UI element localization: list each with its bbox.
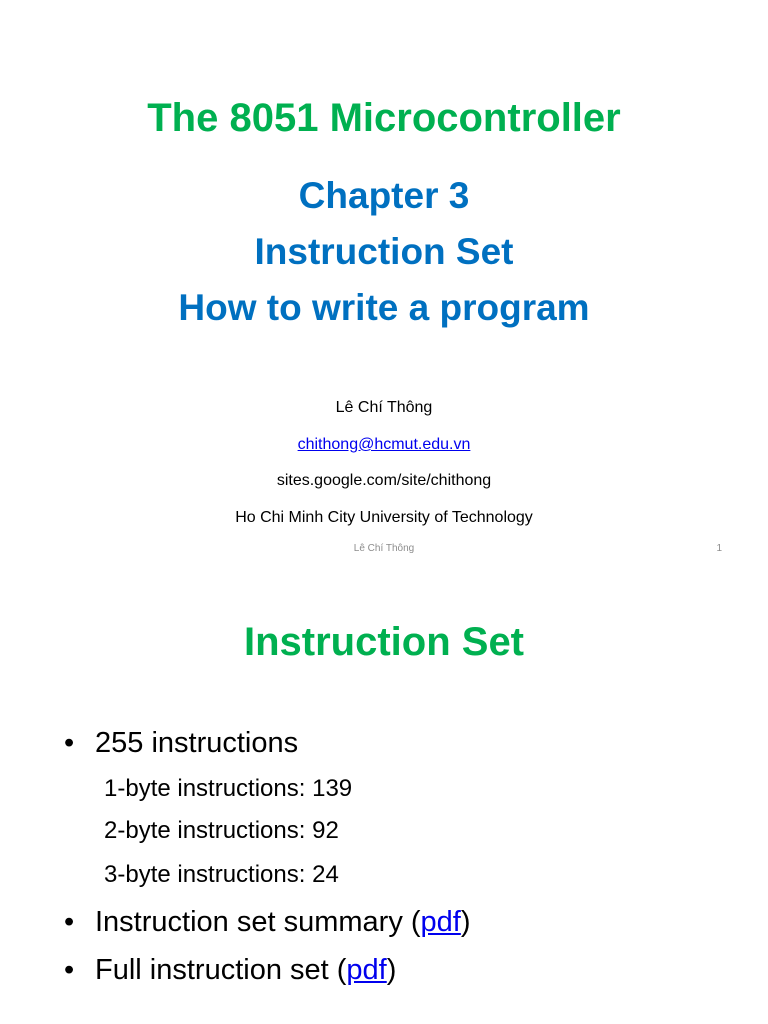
sub-item: 2-byte instructions: 92 (104, 817, 339, 844)
bullet-item (64, 951, 396, 989)
university-name: Ho Chi Minh City University of Technology (235, 509, 533, 526)
author-name: Lê Chí Thông (335, 399, 433, 416)
sub-item: 1-byte instructions: 139 (104, 775, 353, 802)
slide-page-number: 1 (716, 543, 722, 554)
full-set-pdf-link[interactable]: pdf (346, 954, 387, 986)
bullet-text: 255 instructions (95, 727, 299, 759)
chapter-number: Chapter 3 (298, 175, 470, 216)
website-text: sites.google.com/site/chithong (276, 472, 492, 489)
bullet-text: Full instruction set ( (95, 954, 347, 986)
chapter-topic: Instruction Set (254, 231, 514, 272)
summary-pdf-link[interactable]: pdf (420, 906, 461, 938)
bullet-dot-icon: • (64, 727, 75, 759)
bullet-dot-icon: • (64, 906, 75, 938)
slide-footer-author: Lê Chí Thông (353, 543, 415, 554)
bullet-close-paren: ) (460, 906, 471, 938)
bullet-item (64, 724, 298, 762)
sub-item: 3-byte instructions: 24 (104, 861, 339, 888)
slide-title: Instruction Set (243, 620, 525, 664)
bullet-close-paren: ) (386, 954, 397, 986)
bullet-item (64, 903, 471, 941)
bullet-dot-icon: • (64, 954, 75, 986)
email-link[interactable]: chithong@hcmut.edu.vn (297, 436, 471, 453)
slide-title: The 8051 Microcontroller (147, 96, 621, 140)
bullet-text: Instruction set summary ( (95, 906, 421, 938)
chapter-subtitle: How to write a program (178, 287, 590, 328)
slide-2 (0, 564, 768, 1024)
email-line (0, 434, 768, 456)
